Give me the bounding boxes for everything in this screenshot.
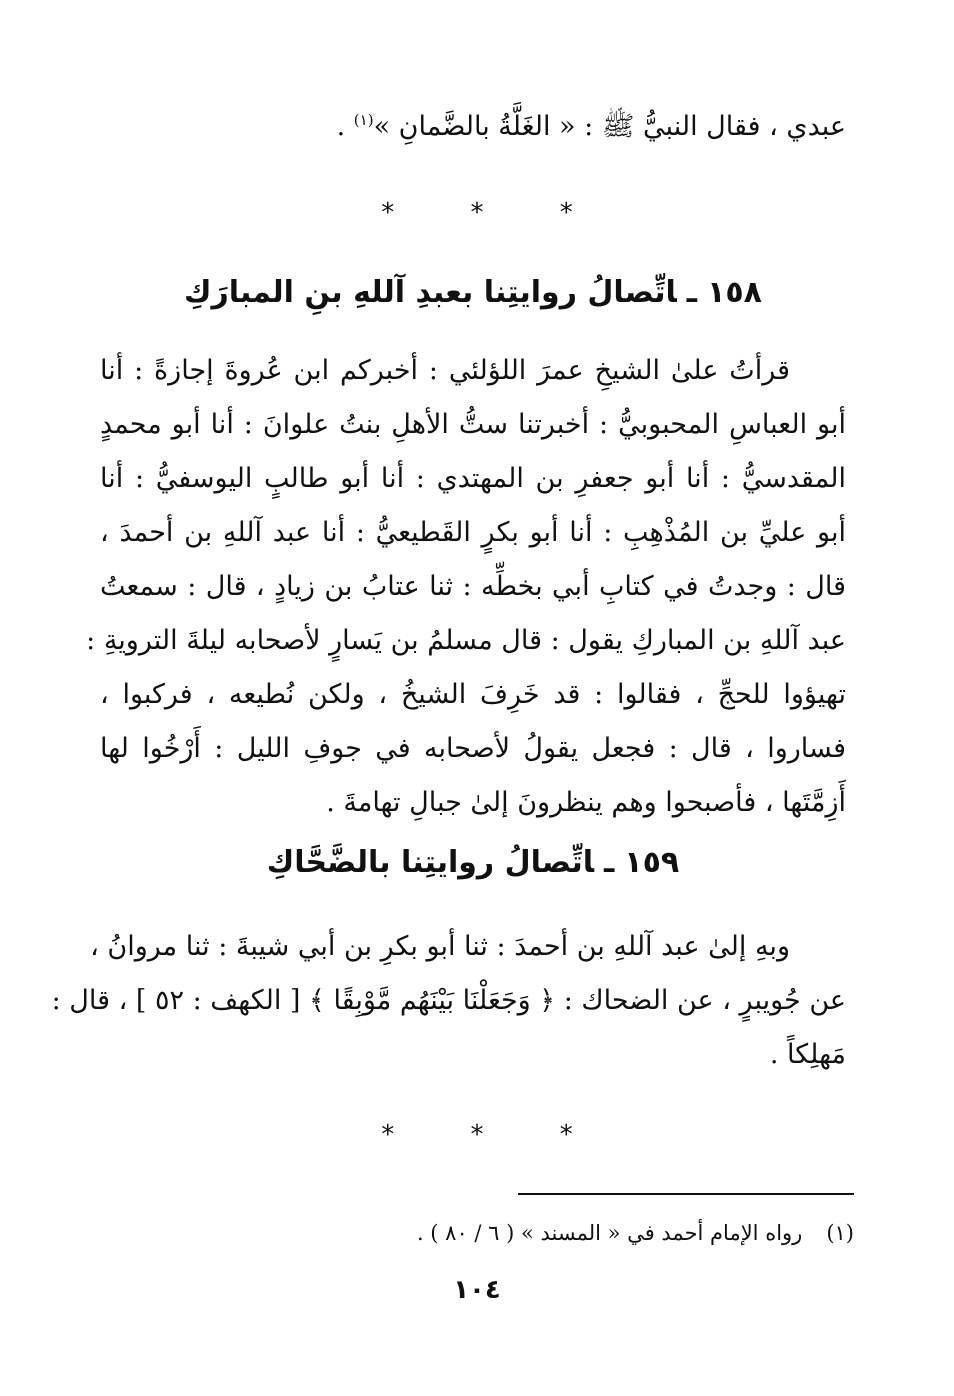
body-line: فساروا ، قال : فجعل يقولُ لأصحابه في جوفِ الليل : أَرْخُوا لها [100, 733, 846, 764]
continuation-line [100, 100, 846, 154]
continuation-text: عبدي ، فقال النبيُّ ﷺ : « الغَلَّةُ بالضَّمانِ » [373, 111, 846, 142]
footnote-reference: (١) [353, 111, 374, 129]
continuation-end: . [336, 111, 354, 142]
section-158-title: اتِّصالُ روايتِنا بعبدِ آللهِ بنِ المبارَكِ [184, 275, 677, 310]
body-line: عبد آللهِ بن المباركِ يقول : قال مسلمُ بن يَسارٍ لأصحابه ليلةَ الترويةِ : [86, 625, 846, 656]
body-line: قال : وجدتُ في كتابِ أبي بخطِّه : ثنا عتابُ بن زيادٍ ، قال : سمعتُ [100, 571, 846, 602]
section-158-body [86, 344, 846, 830]
section-159-body [51, 920, 846, 1082]
body-line: عن جُويبرٍ ، عن الضحاك : ﴿ وَجَعَلْنَا بَيْنَهُم مَّوْبِقًا ﴾ [ الكهف : ٥٢ ] ، قال : [51, 985, 846, 1016]
section-159-dash: ـ [604, 845, 615, 880]
body-line: أبو عليِّ بن المُذْهِبِ : أنا أبو بكرٍ القَطيعيُّ : أنا عبد آللهِ بن أحمدَ ، [100, 517, 846, 548]
body-line: قرأتُ علىٰ الشيخِ عمرَ اللؤلئي : أخبركم ابن عُروةَ إجازةً : أنا [100, 355, 790, 386]
page-number: ١٠٤ [453, 1275, 501, 1305]
section-separator-stars: * * * [381, 198, 607, 228]
continuation-paragraph [100, 100, 846, 154]
footnote-text: رواه الإمام أحمد في « المسند » ( ٦ / ٨٠ ) . [416, 1221, 803, 1245]
body-line: مَهلِكاً . [769, 1039, 846, 1070]
end-separator-stars: * * * [381, 1120, 607, 1150]
footnote [100, 1218, 854, 1248]
section-159-title: اتِّصالُ روايتِنا بالضَّحَّاكِ [266, 845, 595, 880]
body-line: وبهِ إلىٰ عبد آللهِ بن أحمدَ : ثنا أبو بكرِ بن أبي شيبةَ : ثنا مروانُ ، [90, 931, 790, 962]
body-line: المقدسيُّ : أنا أبو جعفرِ بن المهتدي : أنا أبو طالبٍ اليوسفيُّ : أنا [100, 463, 846, 494]
section-159-number: ١٥٩ [624, 845, 680, 880]
body-line: تهيؤوا للحجِّ ، فقالوا : قد خَرِفَ الشيخُ ، ولكن نُطيعه ، فركبوا ، [100, 679, 846, 710]
section-158-heading [100, 273, 846, 313]
section-159-heading [100, 843, 846, 883]
footnote-rule [518, 1193, 854, 1195]
section-158-dash: ـ [686, 275, 698, 310]
body-line: أبو العباسِ المحبوبيُّ : أخبرتنا ستُّ الأهلِ بنتُ علوانَ : أنا أبو محمدٍ [100, 409, 846, 440]
body-line: أَزِمَّتَها ، فأصبحوا وهم ينظرونَ إلىٰ جبالِ تهامةَ . [326, 787, 846, 818]
footnote-mark: (١) [826, 1221, 854, 1245]
section-158-number: ١٥٨ [707, 275, 762, 310]
